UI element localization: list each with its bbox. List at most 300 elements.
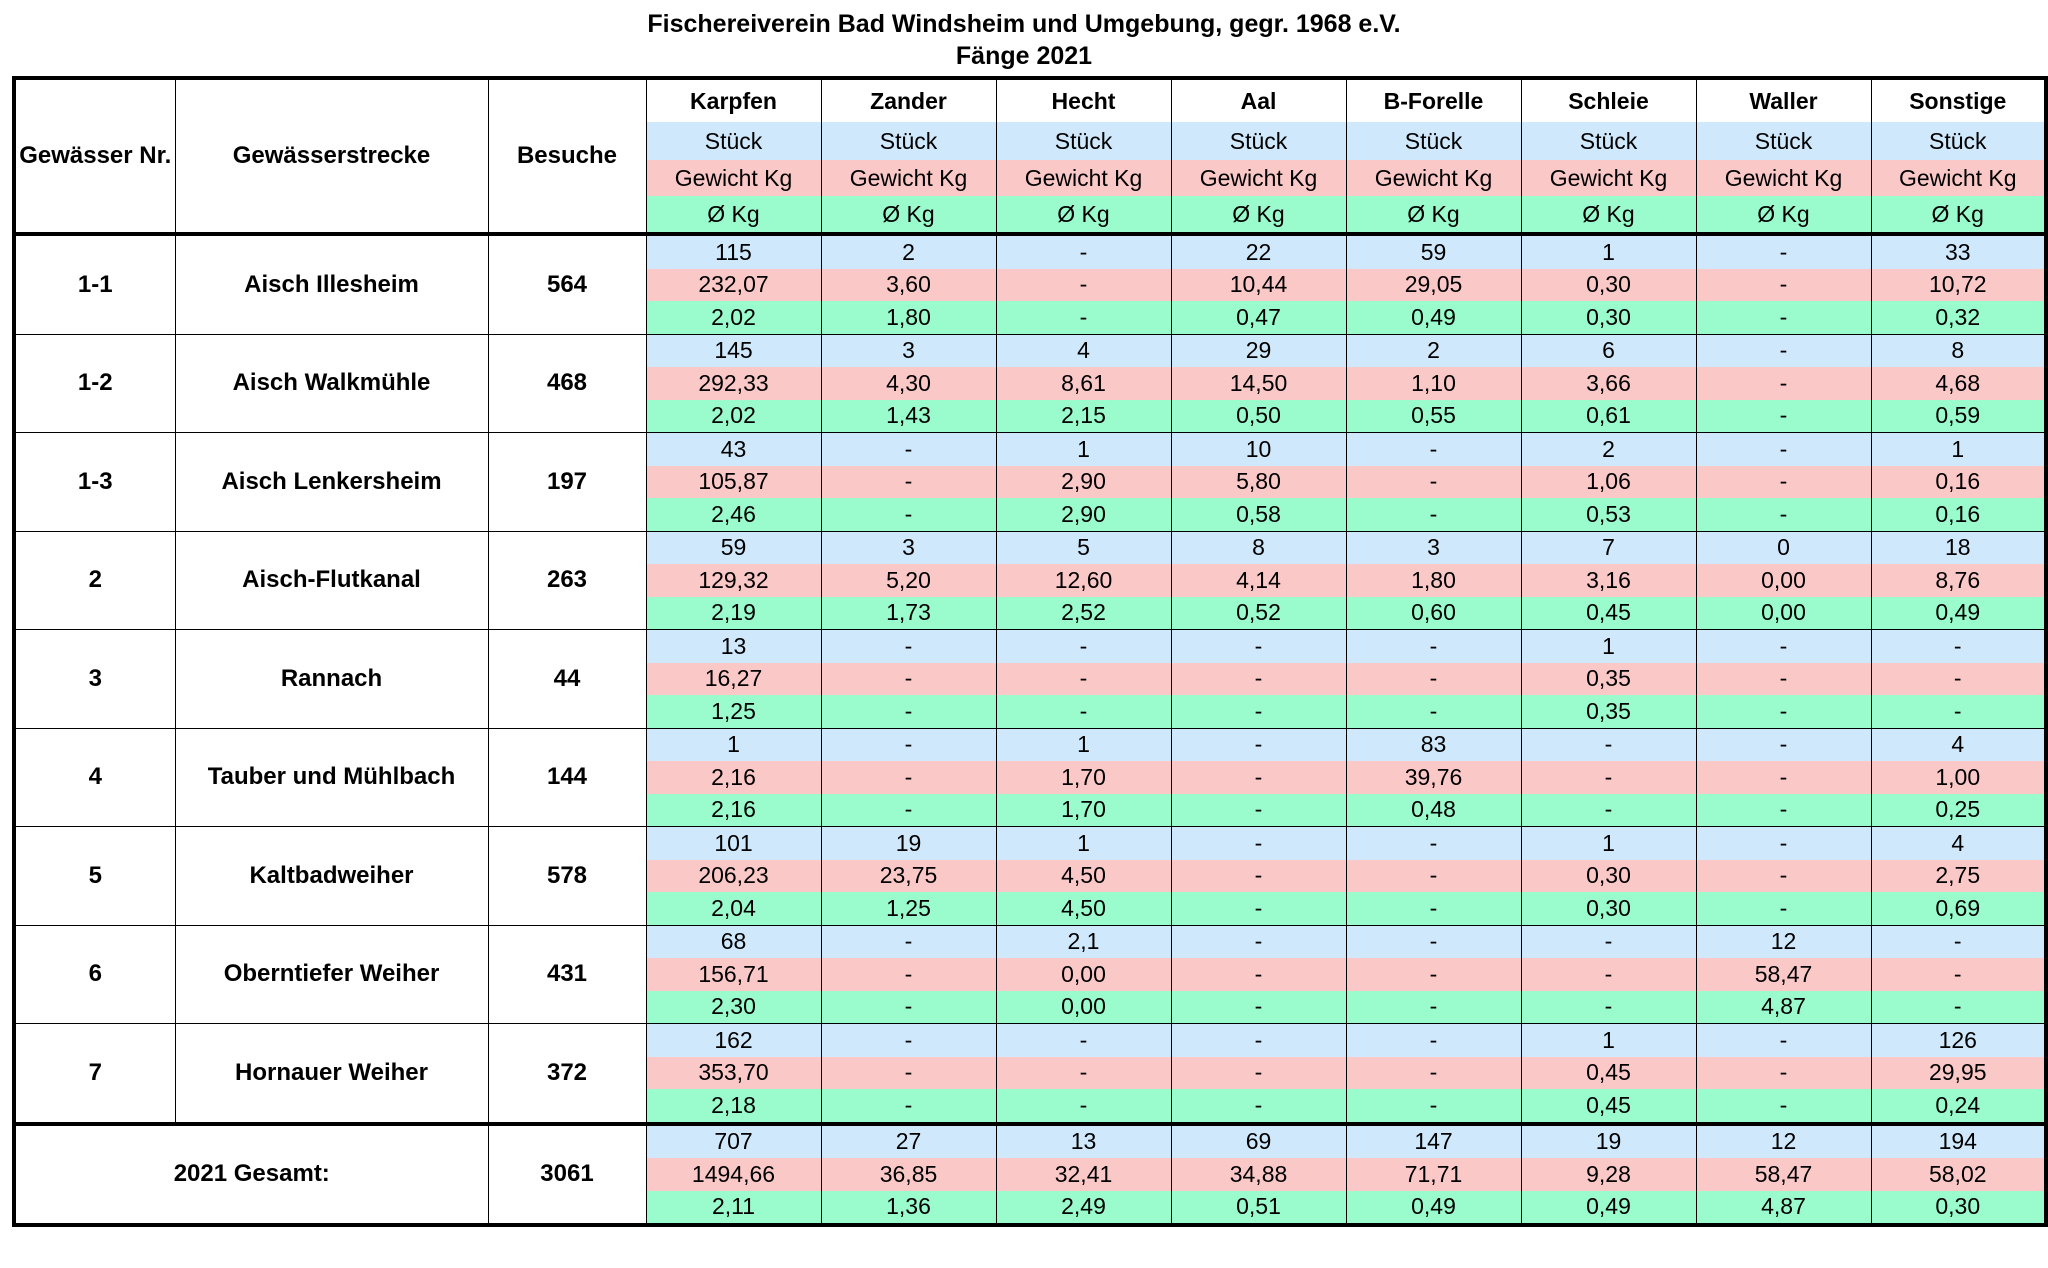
total-avg-cell: 2,49	[996, 1191, 1171, 1226]
weight-cell: 1,06	[1521, 466, 1696, 499]
avg-cell: 0,00	[1696, 597, 1871, 630]
avg-cell: 1,43	[821, 400, 996, 433]
water-name: Oberntiefer Weiher	[175, 925, 488, 1024]
weight-cell: 0,35	[1521, 663, 1696, 696]
weight-cell: -	[821, 958, 996, 991]
count-cell: -	[1171, 630, 1346, 663]
count-cell: -	[1696, 1024, 1871, 1057]
water-name: Aisch Lenkersheim	[175, 433, 488, 532]
water-number: 4	[14, 728, 175, 827]
count-cell: 19	[821, 827, 996, 860]
total-weight-cell: 1494,66	[646, 1158, 821, 1191]
weight-cell: -	[1871, 663, 2046, 696]
weight-cell: -	[1696, 860, 1871, 893]
weight-cell: 129,32	[646, 564, 821, 597]
count-cell: 115	[646, 234, 821, 269]
weight-cell: 1,10	[1346, 367, 1521, 400]
header-unit-avg: Ø Kg	[1696, 196, 1871, 234]
header-species: Zander	[821, 78, 996, 122]
weight-cell: 0,30	[1521, 860, 1696, 893]
avg-cell: -	[1696, 301, 1871, 334]
avg-cell: 0,55	[1346, 400, 1521, 433]
total-weight-cell: 58,02	[1871, 1158, 2046, 1191]
header-species: Aal	[1171, 78, 1346, 122]
count-cell: 145	[646, 334, 821, 367]
water-number: 1-3	[14, 433, 175, 532]
weight-cell: 0,16	[1871, 466, 2046, 499]
count-cell: 126	[1871, 1024, 2046, 1057]
count-cell: 0	[1696, 531, 1871, 564]
weight-cell: 2,16	[646, 761, 821, 794]
header-species: Waller	[1696, 78, 1871, 122]
count-cell: 22	[1171, 234, 1346, 269]
avg-cell: 0,25	[1871, 794, 2046, 827]
count-cell: 1	[646, 728, 821, 761]
weight-cell: -	[821, 466, 996, 499]
total-avg-cell: 0,30	[1871, 1191, 2046, 1226]
avg-cell: 0,49	[1871, 597, 2046, 630]
water-number: 1-2	[14, 334, 175, 433]
document-title-block	[0, 8, 2048, 72]
count-cell: 1	[1521, 234, 1696, 269]
weight-cell: 23,75	[821, 860, 996, 893]
avg-cell: -	[1696, 695, 1871, 728]
header-gewaesser-nr: Gewässer Nr.	[14, 78, 175, 234]
count-cell: 2	[1346, 334, 1521, 367]
count-cell: 83	[1346, 728, 1521, 761]
count-cell: -	[1171, 925, 1346, 958]
water-number: 6	[14, 925, 175, 1024]
avg-cell: 0,61	[1521, 400, 1696, 433]
weight-cell: 0,30	[1521, 269, 1696, 302]
avg-cell: 0,16	[1871, 498, 2046, 531]
weight-cell: -	[1346, 1057, 1521, 1090]
count-cell: 4	[1871, 728, 2046, 761]
total-weight-cell: 71,71	[1346, 1158, 1521, 1191]
avg-cell: 1,70	[996, 794, 1171, 827]
count-cell: 43	[646, 433, 821, 466]
weight-cell: -	[1696, 367, 1871, 400]
weight-cell: -	[1346, 663, 1521, 696]
visits: 144	[488, 728, 646, 827]
weight-cell: -	[821, 663, 996, 696]
total-avg-cell: 1,36	[821, 1191, 996, 1226]
weight-cell: -	[1171, 958, 1346, 991]
count-cell: 6	[1521, 334, 1696, 367]
total-avg-cell: 4,87	[1696, 1191, 1871, 1226]
weight-cell: 4,68	[1871, 367, 2046, 400]
header-unit-count: Stück	[821, 122, 996, 160]
water-number: 2	[14, 531, 175, 630]
count-cell: -	[1346, 433, 1521, 466]
weight-cell: 1,70	[996, 761, 1171, 794]
weight-cell: 0,45	[1521, 1057, 1696, 1090]
count-cell: -	[821, 728, 996, 761]
weight-cell: -	[996, 269, 1171, 302]
avg-cell: 1,73	[821, 597, 996, 630]
count-cell: -	[821, 1024, 996, 1057]
document-title: Fischereiverein Bad Windsheim und Umgebung, gegr. 1968 e.V.	[647, 10, 1401, 38]
avg-cell: -	[1696, 1089, 1871, 1124]
water-name: Rannach	[175, 630, 488, 729]
avg-cell: 2,16	[646, 794, 821, 827]
header-unit-weight: Gewicht Kg	[1171, 160, 1346, 196]
weight-cell: 12,60	[996, 564, 1171, 597]
weight-cell: 3,60	[821, 269, 996, 302]
count-cell: 29	[1171, 334, 1346, 367]
avg-cell: -	[1171, 794, 1346, 827]
count-cell: 8	[1171, 531, 1346, 564]
avg-cell: 0,48	[1346, 794, 1521, 827]
weight-cell: -	[1346, 860, 1521, 893]
header-unit-count: Stück	[1696, 122, 1871, 160]
count-cell: -	[1696, 728, 1871, 761]
weight-cell: 0,00	[1696, 564, 1871, 597]
avg-cell: -	[821, 498, 996, 531]
avg-cell: 0,50	[1171, 400, 1346, 433]
avg-cell: -	[1696, 400, 1871, 433]
header-unit-avg: Ø Kg	[821, 196, 996, 234]
count-cell: 59	[1346, 234, 1521, 269]
header-gewaesserstrecke: Gewässerstrecke	[175, 78, 488, 234]
total-count-cell: 13	[996, 1124, 1171, 1159]
count-cell: 4	[996, 334, 1171, 367]
avg-cell: -	[1346, 498, 1521, 531]
avg-cell: -	[1346, 695, 1521, 728]
count-cell: 12	[1696, 925, 1871, 958]
avg-cell: -	[821, 794, 996, 827]
total-count-cell: 69	[1171, 1124, 1346, 1159]
weight-cell: 105,87	[646, 466, 821, 499]
water-name: Aisch-Flutkanal	[175, 531, 488, 630]
header-unit-weight: Gewicht Kg	[1871, 160, 2046, 196]
count-cell: 10	[1171, 433, 1346, 466]
header-unit-avg: Ø Kg	[1521, 196, 1696, 234]
header-species: B-Forelle	[1346, 78, 1521, 122]
count-cell: 1	[1521, 630, 1696, 663]
visits: 372	[488, 1024, 646, 1124]
avg-cell: -	[1346, 892, 1521, 925]
weight-cell: 3,66	[1521, 367, 1696, 400]
weight-cell: 206,23	[646, 860, 821, 893]
header-unit-weight: Gewicht Kg	[821, 160, 996, 196]
count-cell: 68	[646, 925, 821, 958]
avg-cell: -	[1696, 498, 1871, 531]
count-cell: -	[1696, 234, 1871, 269]
avg-cell: 0,59	[1871, 400, 2046, 433]
avg-cell: -	[821, 1089, 996, 1124]
count-cell: -	[996, 1024, 1171, 1057]
weight-cell: 4,14	[1171, 564, 1346, 597]
avg-cell: 2,18	[646, 1089, 821, 1124]
water-name: Aisch Illesheim	[175, 234, 488, 334]
catch-table	[12, 76, 2048, 1227]
weight-cell: 8,61	[996, 367, 1171, 400]
weight-cell: -	[1171, 1057, 1346, 1090]
header-unit-count: Stück	[1521, 122, 1696, 160]
count-cell: 2,1	[996, 925, 1171, 958]
weight-cell: 4,50	[996, 860, 1171, 893]
weight-cell: -	[1346, 958, 1521, 991]
count-cell: 1	[1521, 1024, 1696, 1057]
water-name: Kaltbadweiher	[175, 827, 488, 926]
avg-cell: -	[1171, 1089, 1346, 1124]
avg-cell: 2,02	[646, 400, 821, 433]
count-cell: 1	[996, 433, 1171, 466]
weight-cell: 10,44	[1171, 269, 1346, 302]
avg-cell: 2,04	[646, 892, 821, 925]
total-avg-cell: 2,11	[646, 1191, 821, 1226]
avg-cell: 0,32	[1871, 301, 2046, 334]
count-cell: 18	[1871, 531, 2046, 564]
count-cell: 8	[1871, 334, 2046, 367]
water-number: 3	[14, 630, 175, 729]
visits: 197	[488, 433, 646, 532]
header-unit-weight: Gewicht Kg	[1346, 160, 1521, 196]
count-cell: 1	[996, 728, 1171, 761]
count-cell: 2	[1521, 433, 1696, 466]
count-cell: 1	[1521, 827, 1696, 860]
count-cell: 4	[1871, 827, 2046, 860]
count-cell: 3	[1346, 531, 1521, 564]
water-name: Tauber und Mühlbach	[175, 728, 488, 827]
header-unit-avg: Ø Kg	[1171, 196, 1346, 234]
avg-cell: -	[1171, 991, 1346, 1024]
avg-cell: 2,30	[646, 991, 821, 1024]
count-cell: 1	[1871, 433, 2046, 466]
avg-cell: 0,60	[1346, 597, 1521, 630]
count-cell: 5	[996, 531, 1171, 564]
document-subtitle: Fänge 2021	[955, 42, 1093, 70]
water-number: 7	[14, 1024, 175, 1124]
weight-cell: -	[1696, 761, 1871, 794]
count-cell: -	[1171, 827, 1346, 860]
total-avg-cell: 0,49	[1521, 1191, 1696, 1226]
weight-cell: 353,70	[646, 1057, 821, 1090]
weight-cell: -	[1171, 860, 1346, 893]
weight-cell: -	[1346, 466, 1521, 499]
avg-cell: 2,15	[996, 400, 1171, 433]
avg-cell: -	[1871, 991, 2046, 1024]
total-count-cell: 12	[1696, 1124, 1871, 1159]
visits: 44	[488, 630, 646, 729]
count-cell: 3	[821, 334, 996, 367]
weight-cell: 4,30	[821, 367, 996, 400]
weight-cell: -	[1521, 761, 1696, 794]
weight-cell: 232,07	[646, 269, 821, 302]
avg-cell: 0,53	[1521, 498, 1696, 531]
avg-cell: -	[1346, 1089, 1521, 1124]
count-cell: 13	[646, 630, 821, 663]
count-cell: -	[1696, 433, 1871, 466]
avg-cell: 0,69	[1871, 892, 2046, 925]
avg-cell: 2,90	[996, 498, 1171, 531]
avg-cell: 4,87	[1696, 991, 1871, 1024]
total-weight-cell: 9,28	[1521, 1158, 1696, 1191]
count-cell: 101	[646, 827, 821, 860]
weight-cell: 14,50	[1171, 367, 1346, 400]
avg-cell: 0,58	[1171, 498, 1346, 531]
avg-cell: -	[1171, 892, 1346, 925]
weight-cell: 156,71	[646, 958, 821, 991]
count-cell: -	[1871, 925, 2046, 958]
avg-cell: -	[1696, 892, 1871, 925]
avg-cell: 1,25	[821, 892, 996, 925]
count-cell: -	[996, 630, 1171, 663]
count-cell: 1	[996, 827, 1171, 860]
weight-cell: 5,20	[821, 564, 996, 597]
header-unit-count: Stück	[646, 122, 821, 160]
count-cell: 33	[1871, 234, 2046, 269]
avg-cell: 1,80	[821, 301, 996, 334]
avg-cell: 2,19	[646, 597, 821, 630]
weight-cell: -	[1696, 1057, 1871, 1090]
avg-cell: -	[1521, 794, 1696, 827]
water-number: 5	[14, 827, 175, 926]
count-cell: 59	[646, 531, 821, 564]
weight-cell: -	[1521, 958, 1696, 991]
avg-cell: -	[1521, 991, 1696, 1024]
header-unit-avg: Ø Kg	[1346, 196, 1521, 234]
weight-cell: 58,47	[1696, 958, 1871, 991]
count-cell: -	[1171, 1024, 1346, 1057]
count-cell: -	[1521, 925, 1696, 958]
total-avg-cell: 0,49	[1346, 1191, 1521, 1226]
weight-cell: -	[1871, 958, 2046, 991]
count-cell: -	[1346, 630, 1521, 663]
count-cell: 3	[821, 531, 996, 564]
weight-cell: -	[1696, 466, 1871, 499]
header-species: Schleie	[1521, 78, 1696, 122]
avg-cell: -	[996, 1089, 1171, 1124]
count-cell: 162	[646, 1024, 821, 1057]
header-unit-weight: Gewicht Kg	[646, 160, 821, 196]
weight-cell: 1,80	[1346, 564, 1521, 597]
avg-cell: -	[996, 695, 1171, 728]
header-species: Hecht	[996, 78, 1171, 122]
weight-cell: 292,33	[646, 367, 821, 400]
weight-cell: -	[821, 1057, 996, 1090]
header-unit-count: Stück	[1346, 122, 1521, 160]
avg-cell: 0,47	[1171, 301, 1346, 334]
total-count-cell: 194	[1871, 1124, 2046, 1159]
avg-cell: 0,00	[996, 991, 1171, 1024]
weight-cell: 3,16	[1521, 564, 1696, 597]
weight-cell: 2,90	[996, 466, 1171, 499]
visits: 578	[488, 827, 646, 926]
weight-cell: -	[1696, 663, 1871, 696]
count-cell: -	[1696, 630, 1871, 663]
weight-cell: -	[1171, 761, 1346, 794]
header-besuche: Besuche	[488, 78, 646, 234]
total-weight-cell: 32,41	[996, 1158, 1171, 1191]
count-cell: -	[1696, 827, 1871, 860]
header-unit-avg: Ø Kg	[996, 196, 1171, 234]
avg-cell: 0,24	[1871, 1089, 2046, 1124]
count-cell: -	[1696, 334, 1871, 367]
weight-cell: 29,95	[1871, 1057, 2046, 1090]
visits: 431	[488, 925, 646, 1024]
avg-cell: -	[1871, 695, 2046, 728]
header-unit-weight: Gewicht Kg	[1696, 160, 1871, 196]
total-weight-cell: 34,88	[1171, 1158, 1346, 1191]
weight-cell: 2,75	[1871, 860, 2046, 893]
header-unit-avg: Ø Kg	[1871, 196, 2046, 234]
avg-cell: 0,52	[1171, 597, 1346, 630]
avg-cell: -	[1171, 695, 1346, 728]
avg-cell: -	[1346, 991, 1521, 1024]
weight-cell: 8,76	[1871, 564, 2046, 597]
avg-cell: 0,45	[1521, 597, 1696, 630]
weight-cell: 39,76	[1346, 761, 1521, 794]
count-cell: -	[821, 925, 996, 958]
weight-cell: 29,05	[1346, 269, 1521, 302]
header-unit-count: Stück	[1871, 122, 2046, 160]
weight-cell: -	[1171, 663, 1346, 696]
header-unit-avg: Ø Kg	[646, 196, 821, 234]
header-unit-weight: Gewicht Kg	[996, 160, 1171, 196]
avg-cell: 2,52	[996, 597, 1171, 630]
count-cell: -	[1521, 728, 1696, 761]
water-number: 1-1	[14, 234, 175, 334]
avg-cell: 0,45	[1521, 1089, 1696, 1124]
total-label: 2021 Gesamt:	[14, 1124, 488, 1226]
avg-cell: -	[996, 301, 1171, 334]
header-species: Sonstige	[1871, 78, 2046, 122]
weight-cell: 0,00	[996, 958, 1171, 991]
avg-cell: 4,50	[996, 892, 1171, 925]
count-cell: -	[821, 630, 996, 663]
water-name: Aisch Walkmühle	[175, 334, 488, 433]
weight-cell: -	[821, 761, 996, 794]
avg-cell: -	[821, 991, 996, 1024]
header-unit-count: Stück	[1171, 122, 1346, 160]
header-unit-count: Stück	[996, 122, 1171, 160]
count-cell: -	[1171, 728, 1346, 761]
count-cell: -	[821, 433, 996, 466]
weight-cell: 16,27	[646, 663, 821, 696]
weight-cell: -	[996, 663, 1171, 696]
visits: 468	[488, 334, 646, 433]
visits: 564	[488, 234, 646, 334]
avg-cell: 0,30	[1521, 892, 1696, 925]
total-count-cell: 19	[1521, 1124, 1696, 1159]
avg-cell: 2,02	[646, 301, 821, 334]
total-weight-cell: 36,85	[821, 1158, 996, 1191]
count-cell: -	[1346, 827, 1521, 860]
total-weight-cell: 58,47	[1696, 1158, 1871, 1191]
avg-cell: 1,25	[646, 695, 821, 728]
total-count-cell: 27	[821, 1124, 996, 1159]
weight-cell: -	[996, 1057, 1171, 1090]
weight-cell: 1,00	[1871, 761, 2046, 794]
total-count-cell: 147	[1346, 1124, 1521, 1159]
avg-cell: 2,46	[646, 498, 821, 531]
total-visits: 3061	[488, 1124, 646, 1226]
count-cell: 7	[1521, 531, 1696, 564]
visits: 263	[488, 531, 646, 630]
weight-cell: 10,72	[1871, 269, 2046, 302]
count-cell: -	[1871, 630, 2046, 663]
weight-cell: -	[1696, 269, 1871, 302]
water-name: Hornauer Weiher	[175, 1024, 488, 1124]
header-unit-weight: Gewicht Kg	[1521, 160, 1696, 196]
header-species: Karpfen	[646, 78, 821, 122]
avg-cell: -	[821, 695, 996, 728]
total-avg-cell: 0,51	[1171, 1191, 1346, 1226]
avg-cell: 0,35	[1521, 695, 1696, 728]
total-count-cell: 707	[646, 1124, 821, 1159]
